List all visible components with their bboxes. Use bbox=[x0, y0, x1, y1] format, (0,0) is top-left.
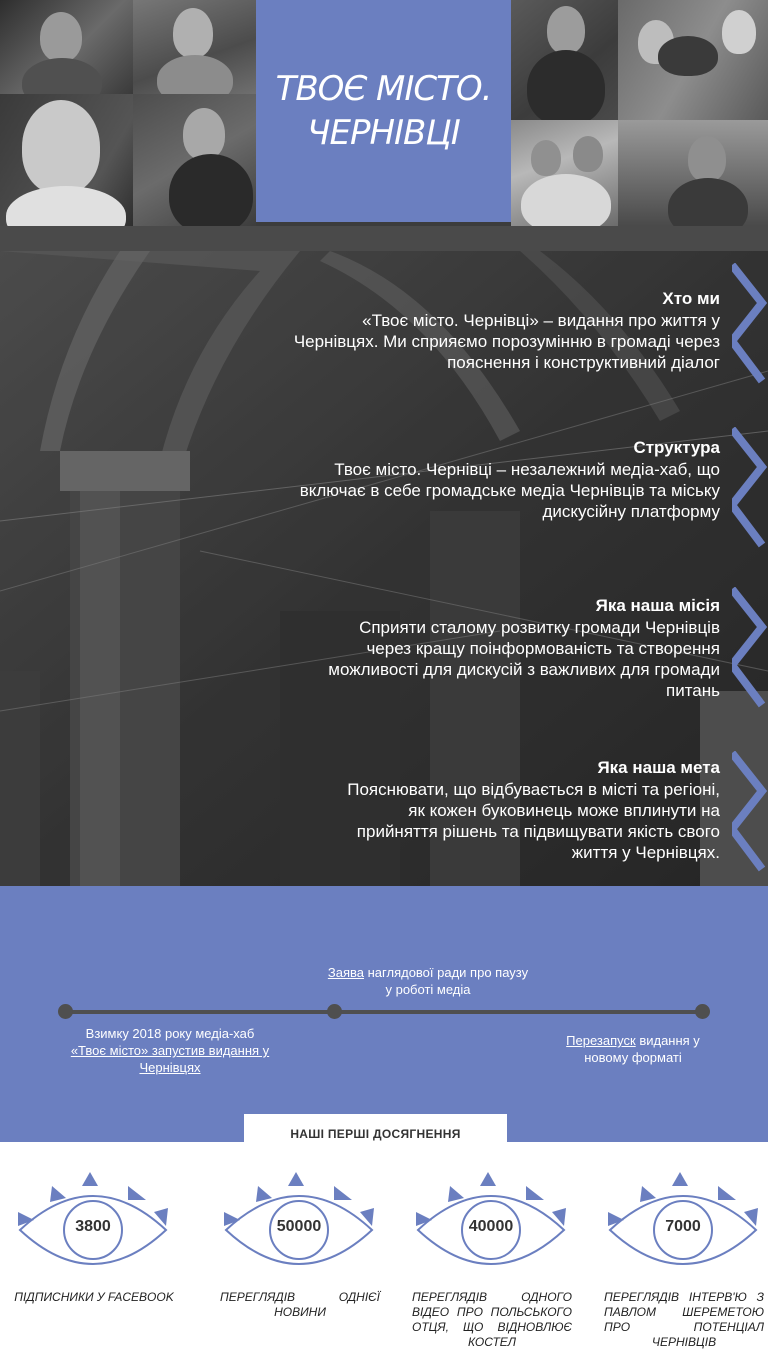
about-body: Твоє місто. Чернівці – незалежний медіа-хаб, що включає в себе громадське медіа Чернівців та міську дискусійну платформу bbox=[299, 460, 720, 521]
about-structure bbox=[250, 437, 720, 522]
achievements-title: НАШІ ПЕРШІ ДОСЯГНЕННЯ bbox=[244, 1114, 507, 1154]
relaunch-link[interactable]: Перезапуск bbox=[566, 1033, 636, 1048]
about-goal bbox=[250, 757, 720, 863]
about-body: Пояснювати, що відбувається в місті та регіоні, як кожен буковинець може вплинути на прийняття рішень та підвищувати якість свого життя у Чернівцях. bbox=[347, 780, 720, 862]
photo-woman-shop bbox=[0, 0, 133, 94]
about-heading: Яка наша місія bbox=[595, 596, 720, 615]
about-mission bbox=[250, 595, 720, 701]
stat-facebook-subscribers bbox=[14, 1168, 188, 1358]
about-section bbox=[0, 251, 768, 886]
header-collage bbox=[0, 0, 768, 226]
about-body: Сприяти сталому розвитку громади Чернівців через кращу поінформованість та створення можливості для дискусій з важливих для громади питань bbox=[328, 618, 720, 700]
zigzag-ornament-icon bbox=[732, 263, 768, 385]
about-body: «Твоє місто. Чернівці» – видання про життя у Чернівцях. Ми сприяємо порозумінню в громаді через пояснення і конструктивний діалог bbox=[293, 311, 720, 372]
timeline-event-text: Взимку 2018 року медіа-хаб bbox=[85, 1026, 255, 1041]
about-heading: Хто ми bbox=[662, 289, 720, 308]
photo-man-field bbox=[618, 120, 768, 226]
timeline-dot bbox=[327, 1004, 342, 1019]
timeline-section bbox=[0, 886, 768, 1142]
stat-value: 50000 bbox=[276, 1218, 322, 1235]
photo-children bbox=[618, 0, 768, 120]
stat-caption: ПЕРЕГЛЯДІВ ІНТЕРВ'Ю З ПАВЛОМ ШЕРЕМЕТОЮ ПРО ПОТЕНЦІАЛ ЧЕРНІВЦІВ bbox=[604, 1290, 764, 1349]
timeline-dot bbox=[695, 1004, 710, 1019]
about-who-we-are bbox=[250, 288, 720, 373]
title-line-2: ЧЕРНІВЦІ bbox=[307, 113, 460, 153]
stat-value: 3800 bbox=[75, 1218, 111, 1235]
stat-video-views bbox=[412, 1168, 586, 1358]
about-heading: Структура bbox=[633, 438, 720, 457]
photo-elderly-woman bbox=[0, 94, 133, 226]
timeline-event-text: наглядової ради про паузу у роботі медіа bbox=[364, 965, 529, 997]
timeline-line bbox=[65, 1010, 703, 1014]
timeline-event-pause bbox=[326, 964, 530, 998]
zigzag-ornament-icon bbox=[732, 751, 768, 873]
timeline-event-launch bbox=[50, 1025, 290, 1076]
header-divider bbox=[0, 226, 768, 251]
stat-value: 40000 bbox=[468, 1218, 514, 1235]
launch-link[interactable]: «Твоє місто» запустив видання у Чернівцях bbox=[70, 1043, 270, 1075]
timeline-event-relaunch bbox=[548, 1032, 718, 1066]
title-line-1: ТВОЄ МІСТО. bbox=[275, 69, 492, 109]
statement-link[interactable]: Заява bbox=[327, 965, 364, 980]
photo-woman-garden bbox=[133, 0, 256, 94]
zigzag-ornament-icon bbox=[732, 587, 768, 709]
photo-man-church bbox=[133, 94, 256, 226]
zigzag-ornament-icon bbox=[732, 427, 768, 549]
stat-caption: ПІДПИСНИКИ У FACEBOOK bbox=[14, 1290, 174, 1304]
site-title bbox=[256, 0, 511, 222]
stat-interview-views bbox=[604, 1168, 768, 1358]
photo-young-man bbox=[511, 0, 618, 120]
timeline-event-text: видання у новому форматі bbox=[584, 1033, 700, 1065]
stat-value: 7000 bbox=[665, 1218, 701, 1235]
photo-priests bbox=[511, 120, 618, 226]
stat-caption: ПЕРЕГЛЯДІВ ОДНОГО ВІДЕО ПРО ПОЛЬСЬКОГО ОТЦЯ, ЩО ВІДНОВЛЮЄ КОСТЕЛ bbox=[412, 1290, 572, 1349]
timeline-dot bbox=[58, 1004, 73, 1019]
about-heading: Яка наша мета bbox=[597, 758, 720, 777]
stat-news-views bbox=[220, 1168, 394, 1358]
stat-caption: ПЕРЕГЛЯДІВ ОДНІЄЇ НОВИНИ bbox=[220, 1290, 380, 1319]
